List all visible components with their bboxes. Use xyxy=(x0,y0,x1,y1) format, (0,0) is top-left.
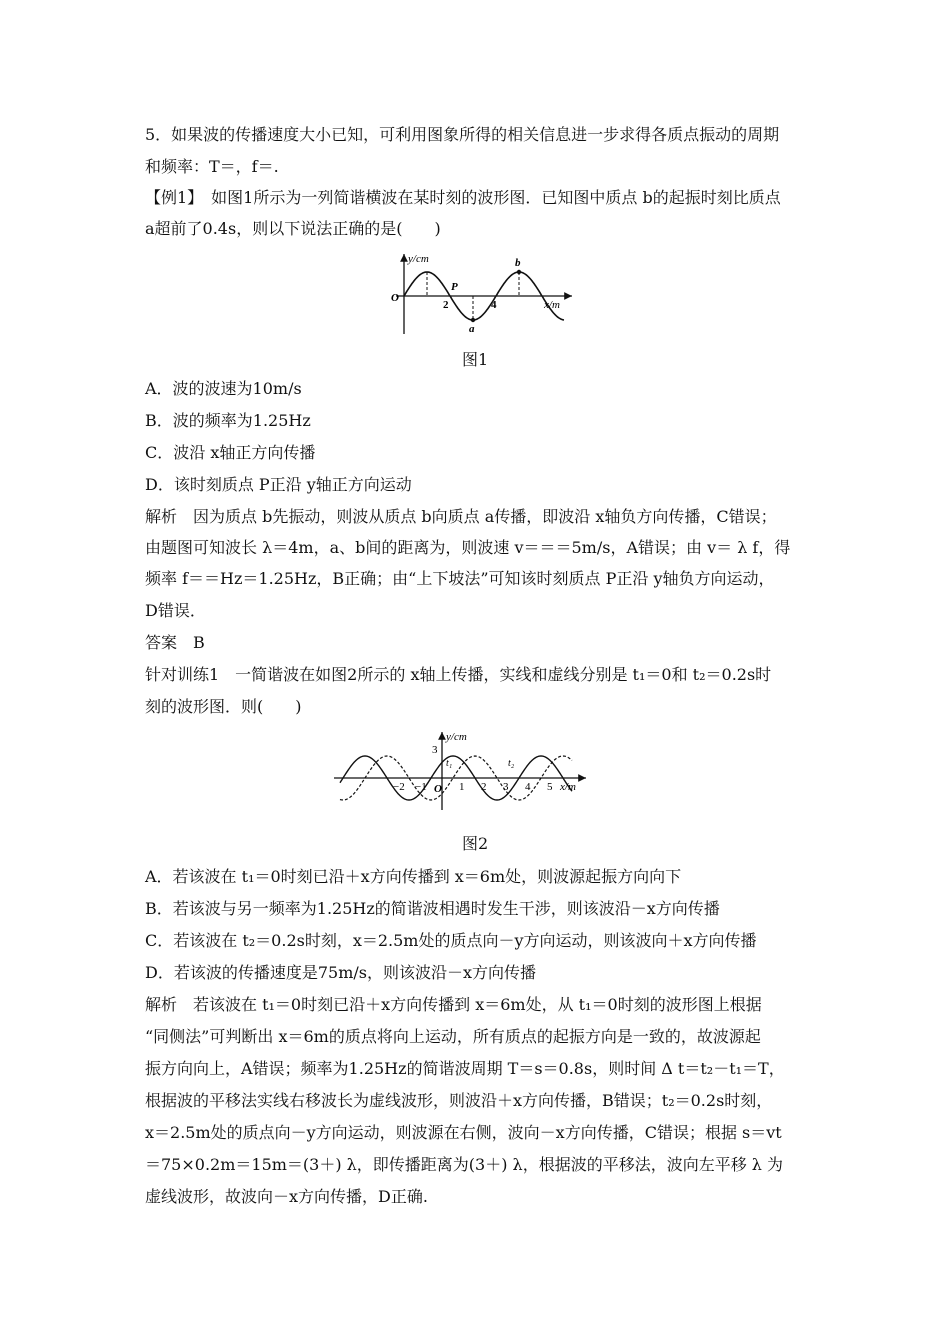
figure-2-y-label: y/cm xyxy=(446,731,467,743)
text-line: D错误． xyxy=(145,601,206,620)
figure-2-x-tick: −2 xyxy=(393,781,405,793)
figure-1-label-a: a xyxy=(469,323,475,335)
figure-2-x-tick: 2 xyxy=(481,781,487,793)
figure-2-x-tick: 4 xyxy=(525,781,531,793)
figure-2-origin: O xyxy=(434,783,442,795)
text-line: D．该时刻质点 P正沿 y轴正方向运动 xyxy=(145,475,412,494)
figure-1-label-b: b xyxy=(515,257,521,269)
figure-1-caption: 图1 xyxy=(462,350,489,369)
text-line: “同侧法”可判断出 x＝6m的质点将向上运动，所有质点的起振方向是一致的，故波源起 xyxy=(145,1027,761,1046)
figure-1-origin: O xyxy=(391,292,399,304)
text-line: 频率 f＝＝Hz＝1.25Hz，B正确；由“上下坡法”可知该时刻质点 P正沿 y轴负方向运动， xyxy=(145,569,775,588)
figure-1-y-label: y/cm xyxy=(408,253,429,265)
text-line: 5．如果波的传播速度大小已知，可利用图象所得的相关信息进一步求得各质点振动的周期 xyxy=(145,125,780,144)
figure-2-y-tick-3: 3 xyxy=(432,744,438,756)
figure-2-label-t1: t₁ xyxy=(446,758,453,769)
text-line: 针对训练1 一简谐波在如图2所示的 x轴上传播，实线和虚线分别是 t₁＝0和 t₂＝0.2s时 xyxy=(145,665,772,684)
text-line: 解析 若该波在 t₁＝0时刻已沿＋x方向传播到 x＝6m处，从 t₁＝0时刻的波形图上根据 xyxy=(145,995,762,1014)
figure-2-label-t2: t₂ xyxy=(508,758,515,769)
text-line: C．波沿 x轴正方向传播 xyxy=(145,443,316,462)
text-line: C．若该波在 t₂＝0.2s时刻，x＝2.5m处的质点向－y方向运动，则该波向＋x方向传播 xyxy=(145,931,757,950)
figure-1-point-b xyxy=(517,270,521,274)
text-line: A．波的波速为10m/s xyxy=(145,379,302,398)
text-line: x＝2.5m处的质点向－y方向运动，则波源在右侧，波向－x方向传播，C错误；根据 s＝vt xyxy=(145,1123,782,1142)
text-line: A．若该波在 t₁＝0时刻已沿＋x方向传播到 x＝6m处，则波源起振方向向下 xyxy=(145,867,682,886)
figure-2-x-label: x/m xyxy=(560,781,576,793)
text-line: 刻的波形图．则( ) xyxy=(145,697,302,716)
figure-1-label-p: P xyxy=(451,281,458,293)
text-line: 根据波的平移法实线右移波长为虚线波形，则波沿＋x方向传播，B错误；t₂＝0.2s时刻， xyxy=(145,1091,773,1110)
figure-2-caption: 图2 xyxy=(462,834,489,853)
text-line: ＝75×0.2m＝15m＝(3＋) λ，即传播距离为(3＋) λ，根据波的平移法，波向左平移 λ 为 xyxy=(145,1155,784,1174)
text-line: 振方向向上，A错误；频率为1.25Hz的简谐波周期 T＝s＝0.8s，则时间 Δ t＝t₂－t₁＝T， xyxy=(145,1059,785,1078)
text-line: a超前了0.4s，则以下说法正确的是( ) xyxy=(145,219,441,238)
figure-2-x-tick: 3 xyxy=(503,781,509,793)
text-line: B．波的频率为1.25Hz xyxy=(145,411,311,430)
figure-1-tick-2: 2 xyxy=(443,299,449,311)
figure-1-wave-graph xyxy=(380,250,580,338)
figure-1-point-a xyxy=(471,318,475,322)
figure-1-tick-4: 4 xyxy=(491,299,497,311)
text-line: 由题图可知波长 λ＝4m，a、b间的距离为，则波速 v＝＝＝5m/s，A错误；由 v＝ λ f，得 xyxy=(145,538,791,557)
text-line: B．若该波与另一频率为1.25Hz的简谐波相遇时发生干涉，则该波沿－x方向传播 xyxy=(145,899,720,918)
figure-2-x-tick: 5 xyxy=(547,781,553,793)
figure-1-x-label: x/m xyxy=(544,299,560,311)
figure-2-x-tick: −1 xyxy=(415,781,427,793)
figure-2-wave-graph xyxy=(330,728,592,814)
text-line: 答案 B xyxy=(145,633,205,652)
text-line: 解析 因为质点 b先振动，则波从质点 b向质点 a传播，即波沿 x轴负方向传播，C错误； xyxy=(145,507,777,526)
figure-2-x-tick: 1 xyxy=(459,781,465,793)
text-line: 【例1】 如图1所示为一列简谐横波在某时刻的波形图．已知图中质点 b的起振时刻比质点 xyxy=(145,188,781,207)
text-line: D．若该波的传播速度是75m/s，则该波沿－x方向传播 xyxy=(145,963,536,982)
text-line: 虚线波形，故波向－x方向传播，D正确. xyxy=(145,1187,428,1206)
text-line: 和频率：T＝，f＝. xyxy=(145,157,279,176)
